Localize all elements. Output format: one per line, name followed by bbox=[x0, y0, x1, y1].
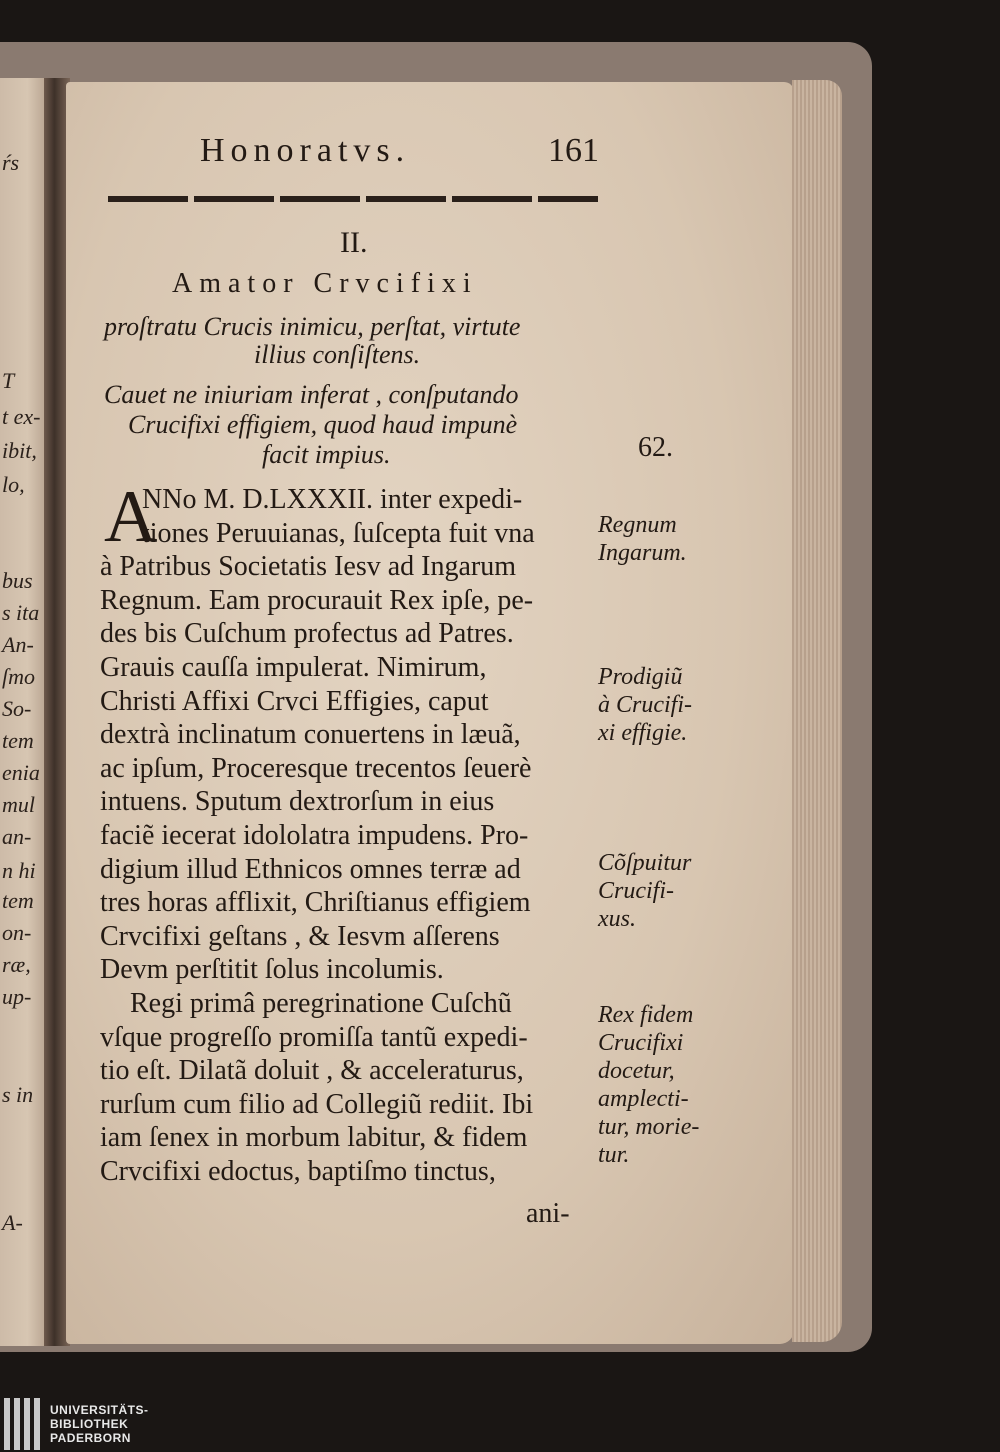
body-line: à Patribus Societatis Iesv ad Ingarum bbox=[100, 551, 517, 583]
header-rule bbox=[108, 196, 598, 202]
library-logo-text: UNIVERSITÄTS- BIBLIOTHEK PADERBORN bbox=[50, 1403, 149, 1445]
left-page-fragment: an- bbox=[2, 824, 32, 849]
summary-line: Crucifixi effigiem, quod haud impunè bbox=[128, 410, 518, 439]
marginal-note-line: Regnum bbox=[598, 512, 677, 538]
body-line: Christi Affixi Crvci Effigies, caput bbox=[100, 685, 489, 717]
marginal-note-line: Crucifixi bbox=[598, 1030, 684, 1056]
left-page-fragment: s in bbox=[2, 1082, 34, 1107]
body-line: rurſum cum filio ad Collegiũ rediit. Ibi bbox=[100, 1088, 534, 1120]
left-page-fragment: lo, bbox=[2, 472, 25, 497]
marginal-note-line: amplecti- bbox=[598, 1086, 689, 1112]
left-page-fragment: So- bbox=[2, 696, 32, 721]
body-line: faciẽ iecerat idololatra impudens. Pro- bbox=[100, 820, 529, 851]
body-line: tres horas afflixit, Chriſtianus effigiem bbox=[100, 887, 531, 919]
body-line: Crvcifixi edoctus, baptiſmo tinctus, bbox=[100, 1156, 496, 1187]
marginal-note-line: Crucifi- bbox=[598, 878, 674, 904]
library-logo-icon bbox=[0, 1398, 44, 1450]
body-line: Devm perſtitit ſolus incolumis. bbox=[100, 954, 444, 986]
left-page-fragment: ŕs bbox=[2, 150, 20, 175]
left-page-fragment: tem bbox=[2, 728, 34, 753]
marginal-note-line: Prodigiũ bbox=[598, 664, 683, 690]
body-line: vſque progreſſo promiſſa tantũ expedi- bbox=[100, 1021, 528, 1053]
marginal-note-line: Rex fidem bbox=[598, 1002, 694, 1028]
left-page-fragment: ſmo bbox=[2, 664, 35, 689]
body-line: Crvcifixi geſtans , & Iesvm aſſerens bbox=[100, 920, 500, 952]
left-page-fragment: T bbox=[2, 368, 15, 393]
marginal-note-line: xi effigie. bbox=[598, 720, 688, 746]
left-page-fragment: t ex- bbox=[2, 404, 41, 429]
marginal-note-line: docetur, bbox=[598, 1058, 675, 1084]
left-page-fragment: up- bbox=[2, 984, 32, 1009]
body-line: tio eſt. Dilatã doluit , & acceleraturus, bbox=[100, 1055, 524, 1087]
left-page-fragment: tem bbox=[2, 888, 34, 913]
summary-line: facit impius. bbox=[262, 440, 391, 469]
left-page-fragment: ibit, bbox=[2, 438, 37, 463]
section-title: Amator Crvcifixi bbox=[172, 268, 478, 299]
body-line: Regi primâ peregrinatione Cuſchũ bbox=[130, 988, 512, 1019]
marginal-note-line: Ingarum. bbox=[598, 540, 687, 566]
subtitle-line: illius conſiſtens. bbox=[254, 340, 421, 369]
margin-number: 62. bbox=[638, 432, 673, 463]
subtitle-line: proſtratu Crucis inimicu, perſtat, virtute bbox=[104, 312, 521, 341]
left-page-edge bbox=[0, 78, 46, 1346]
summary-line: Cauet ne iniuriam inferat , conſputando bbox=[104, 380, 519, 409]
left-page-fragment: on- bbox=[2, 920, 32, 945]
body-line: ac ipſum, Proceresque trecentos ſeuerè bbox=[100, 752, 532, 784]
marginal-note-line: à Crucifi- bbox=[598, 692, 692, 718]
left-page-fragment: bus bbox=[2, 568, 33, 593]
left-page-fragment: ræ, bbox=[2, 952, 31, 977]
section-number: II. bbox=[340, 226, 368, 259]
body-line: tiones Peruuianas, ſuſcepta fuit vna bbox=[142, 517, 535, 549]
body-line: dextrà inclinatum conuertens in læuã, bbox=[100, 719, 521, 751]
left-page-fragment: A- bbox=[2, 1210, 23, 1235]
body-line: iam ſenex in morbum labitur, & fidem bbox=[100, 1122, 528, 1154]
page-edges bbox=[792, 80, 842, 1342]
left-page-fragment: s ita bbox=[2, 600, 40, 625]
catchword: ani- bbox=[526, 1198, 570, 1229]
body-line: Regnum. Eam procurauit Rex ipſe, pe- bbox=[100, 584, 534, 616]
marginal-note-line: xus. bbox=[598, 906, 636, 932]
body-line: digium illud Ethnicos omnes terræ ad bbox=[100, 853, 521, 885]
marginal-note-line: tur, morie- bbox=[598, 1114, 700, 1140]
left-page-fragment: enia bbox=[2, 760, 40, 785]
left-page-fragment: n hi bbox=[2, 858, 36, 883]
running-head: Honoratvs. bbox=[200, 132, 411, 169]
drop-cap: A bbox=[104, 476, 158, 558]
left-page-fragment: mul bbox=[2, 792, 35, 817]
body-line: des bis Cuſchum profectus ad Patres. bbox=[100, 618, 514, 650]
body-line: Grauis cauſſa impulerat. Nimirum, bbox=[100, 652, 487, 683]
marginal-note-line: tur. bbox=[598, 1142, 630, 1168]
left-page-fragment: An- bbox=[2, 632, 34, 657]
marginal-note-line: Cõſpuitur bbox=[598, 850, 692, 876]
body-line: NNo M. D.LXXXII. inter expedi- bbox=[142, 484, 523, 515]
page-number: 161 bbox=[548, 132, 599, 169]
body-line: intuens. Sputum dextrorſum in eius bbox=[100, 786, 495, 818]
